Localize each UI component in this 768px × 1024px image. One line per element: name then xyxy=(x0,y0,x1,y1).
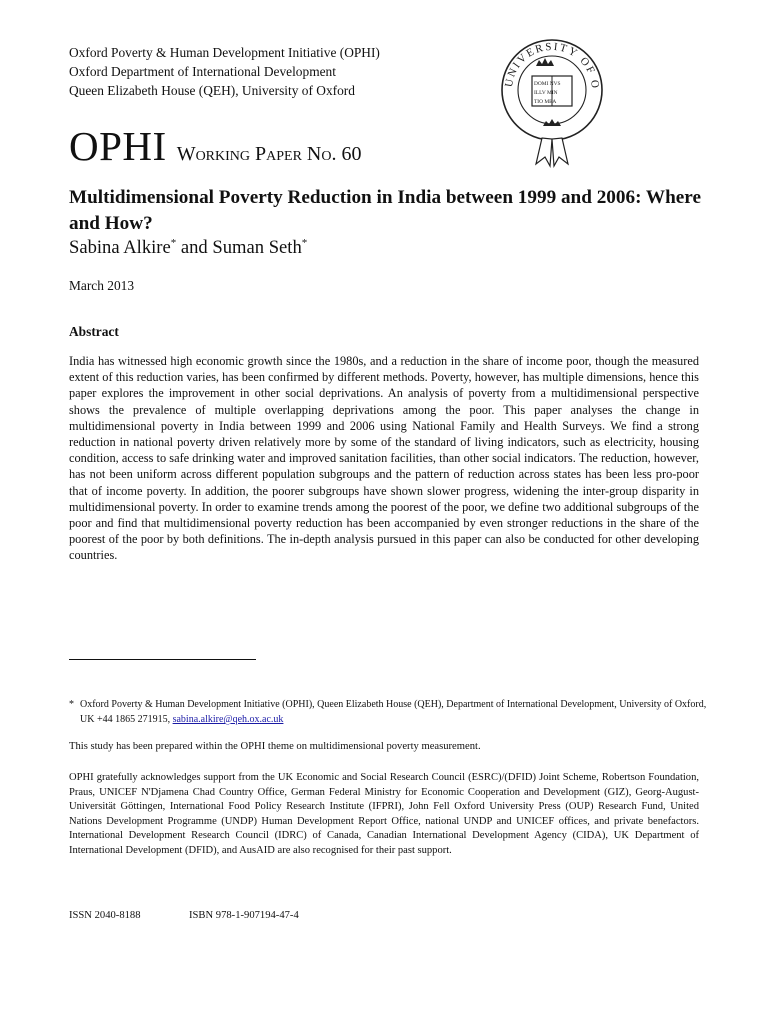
author-footnote-mark: * xyxy=(170,237,177,249)
abstract-heading: Abstract xyxy=(69,324,119,339)
author-name: Sabina Alkire xyxy=(69,237,171,259)
paper-title: Multidimensional Poverty Reduction in India between 1999 and 2006: Where and How? xyxy=(69,187,701,234)
footnote-divider xyxy=(69,659,256,660)
institution-line-ophi: Oxford Poverty & Human Development Initiative (OPHI) xyxy=(69,45,380,60)
isbn-number: ISBN 978-1-907194-47-4 xyxy=(189,910,299,921)
series-name: OPHI xyxy=(69,123,167,169)
issn-number: ISSN 2040-8188 xyxy=(69,910,141,921)
author-email-link[interactable]: sabina.alkire@qeh.ox.ac.uk xyxy=(172,714,284,725)
author-name: Suman Seth xyxy=(212,237,302,259)
footnote-text-block xyxy=(69,697,709,727)
seal-motto-line-3: TIO MEA xyxy=(534,99,557,105)
institution-line-qeh: Queen Elizabeth House (QEH), University of Oxford xyxy=(69,83,355,98)
working-paper-heading xyxy=(69,122,361,170)
working-paper-number: Working Paper No. 60 xyxy=(176,143,362,165)
seal-motto-line-2: ILLV MIN xyxy=(534,90,558,96)
abstract-body: India has witnessed high economic growth since the 1980s, and a reduction in the share of income poor, though the measured extent of this reduction varies, has been confirmed by different methods. Poverty, however, has multiple dimensions, hence this paper explores the improvement in other social deprivations. An analysis of poverty from a multidimensional perspective shows the prevalence of multiple overlapping deprivations among the poor. This paper analyses the change in multidimensional poverty in India between 1999 and 2006 using National Family and Health Surveys. We find a strong reduction in national poverty driven relatively more by some of the standard of living indicators, such as electricity, housing condition, access to safe drinking water and improved sanitation facilities, than other social indicators. The reduction, however, has not been uniform across different population subgroups and the pattern of reduction across states has been less pro-poor that of income poverty. In addition, the poorer subgroups have shown slower progress, widening the inter-group disparity in multidimensional poverty. In order to examine trends among the poorest of the poor, we define two additional subgroups of the poor and find that multidimensional poverty reduction has been accompanied by even stronger reductions in the share of the poorest of the poor by both definitions. The in-depth analysis pursued in this paper can also be conducted for other developing countries. xyxy=(69,354,699,563)
oxford-crest-icon xyxy=(496,38,608,168)
author-list xyxy=(69,237,307,259)
footnote-text: Oxford Poverty & Human Development Initiative (OPHI), Queen Elizabeth House (QEH), Department of International Development, University of Oxford, UK +44 1865 271915, xyxy=(80,699,707,725)
author-footnote xyxy=(69,697,709,727)
publication-date: March 2013 xyxy=(69,278,135,293)
acknowledgements: OPHI gratefully acknowledges support from the UK Economic and Social Research Council (ESRC)/(DFID) Joint Scheme, Robertson Foundation, Praus, UNICEF N'Djamena Chad Country Office, German Federal Ministry for Economic Cooperation and Development (GIZ), Georg-August-Universität Göttingen, International Food Policy Research Institute (IFPRI), John Fell Oxford University Press (OUP) Research Fund, United Nations Development Programme (UNDP) Human Development Report Office, national UNDP and UNICEF offices, and private benefactors. International Development Research Council (IDRC) of Canada, Canadian International Development Agency (CIDA), UK Department of International Development (DFID), and AusAID are also recognised for their past support. xyxy=(69,772,699,856)
seal-motto-line-1: DOMI NVS xyxy=(534,81,561,87)
university-of-oxford-seal xyxy=(496,38,608,168)
seal-text: UNIVERSITY OF O xyxy=(502,40,602,91)
author-joiner: and xyxy=(176,237,213,259)
author-footnote-mark: * xyxy=(301,237,308,249)
institution-line-odid: Oxford Department of International Development xyxy=(69,64,336,79)
footnote-mark: * xyxy=(69,699,74,710)
study-note: This study has been prepared within the OPHI theme on multidimensional poverty measurement. xyxy=(69,741,481,752)
